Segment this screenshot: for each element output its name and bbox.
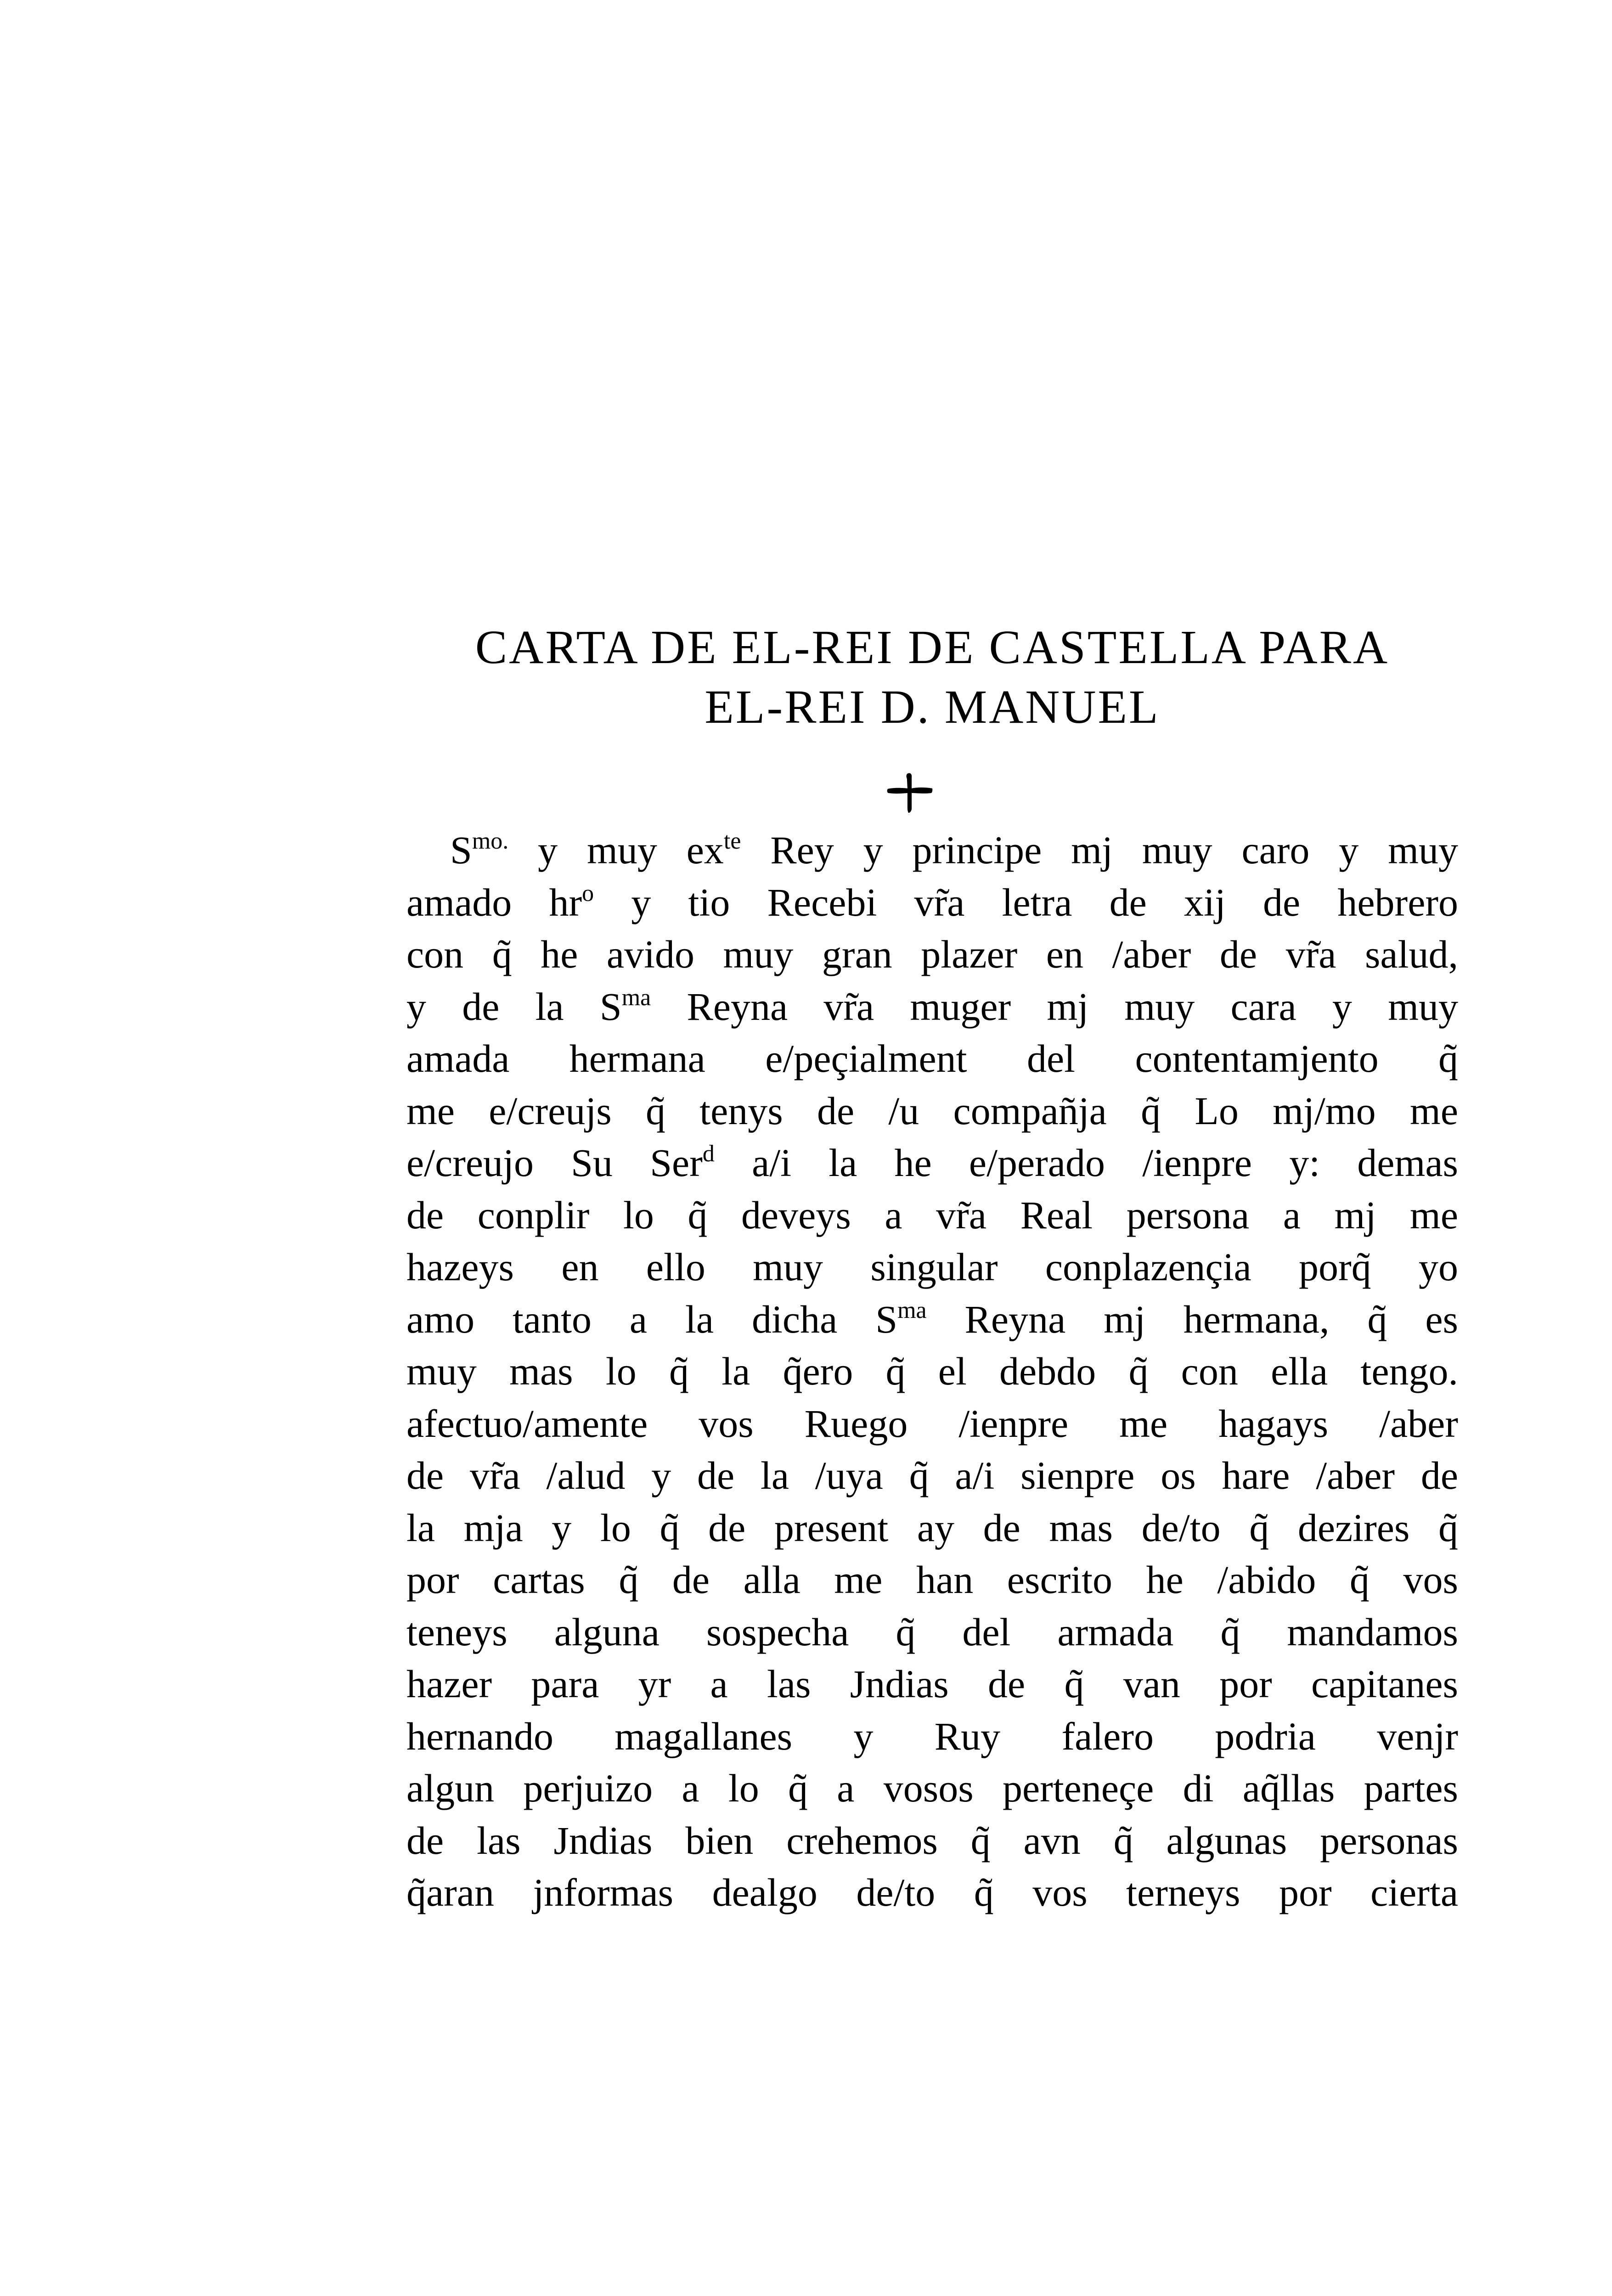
text-line xyxy=(406,1398,1458,1450)
text-line xyxy=(406,1345,1458,1398)
text-line xyxy=(406,1294,1458,1346)
letter-title xyxy=(406,618,1458,737)
text-line xyxy=(406,1867,1458,1919)
text-segment: de las Jndias bien crehemos q̃ avn q̃ algunas personas xyxy=(406,1818,1458,1863)
text-line xyxy=(406,1085,1458,1137)
text-line xyxy=(406,1554,1458,1606)
text-line xyxy=(406,1241,1458,1294)
abbreviation-superscript: o xyxy=(582,880,594,906)
text-segment: hazer para yr a las Jndias de q̃ van por capitanes xyxy=(406,1662,1458,1706)
text-segment: y de la S xyxy=(406,984,622,1029)
text-line xyxy=(406,1606,1458,1659)
text-line xyxy=(406,1711,1458,1763)
text-segment: hernando magallanes y Ruy falero podria venjr xyxy=(406,1714,1458,1758)
title-line-2: EL-REI D. MANUEL xyxy=(705,681,1160,733)
text-line xyxy=(406,1502,1458,1554)
text-line xyxy=(406,929,1458,981)
letter-body xyxy=(406,824,1458,1919)
text-segment: teneys alguna sospecha q̃ del armada q̃ mandamos xyxy=(406,1609,1458,1654)
text-line xyxy=(406,1189,1458,1242)
abbreviation-superscript: mo. xyxy=(472,828,509,854)
text-segment: S xyxy=(450,828,472,872)
text-segment: la mja y lo q̃ de present ay de mas de/to q̃ dezires q̃ xyxy=(406,1505,1458,1550)
text-segment: amo tanto a la dicha S xyxy=(406,1297,898,1341)
text-segment: amada hermana e/peçialment del contentamjento q̃ xyxy=(406,1036,1458,1080)
text-segment: amado hr xyxy=(406,880,582,924)
abbreviation-superscript: te xyxy=(723,828,741,854)
text-segment: por cartas q̃ de alla me han escrito he /abido q̃ vos xyxy=(406,1558,1458,1602)
abbreviation-superscript: ma xyxy=(621,984,651,1011)
text-segment: y tio Recebi vr̃a letra de xij de hebrero xyxy=(594,880,1459,924)
text-segment: e/creujo Su Ser xyxy=(406,1141,703,1185)
text-segment: q̃aran jnformas dealgo de/to q̃ vos terneys por cierta xyxy=(406,1870,1458,1914)
text-segment: afectuo/amente vos Ruego /ienpre me hagays /aber xyxy=(406,1401,1458,1446)
text-segment: a/i la he e/perado /ienpre y: demas xyxy=(714,1141,1459,1185)
text-line xyxy=(406,1137,1458,1189)
text-segment: y muy ex xyxy=(508,828,724,872)
text-line xyxy=(406,1033,1458,1085)
text-segment: de vr̃a /alud y de la /uya q̃ a/i sienpre os hare /aber de xyxy=(406,1453,1458,1497)
text-line xyxy=(406,1658,1458,1711)
cross-icon xyxy=(886,771,933,814)
text-line xyxy=(406,981,1458,1033)
text-segment: de conplir lo q̃ deveys a vr̃a Real persona a mj me xyxy=(406,1193,1458,1237)
text-segment: Reyna mj hermana, q̃ es xyxy=(926,1297,1458,1341)
text-line xyxy=(406,877,1458,929)
text-segment: algun perjuizo a lo q̃ a vosos perteneçe di aq̃llas partes xyxy=(406,1766,1458,1810)
text-segment: Reyna vr̃a muger mj muy cara y muy xyxy=(651,984,1458,1029)
title-line-1: CARTA DE EL-REI DE CASTELLA PARA xyxy=(475,621,1390,674)
text-line xyxy=(406,824,1458,877)
text-segment: me e/creujs q̃ tenys de /u compañja q̃ Lo mj/mo me xyxy=(406,1088,1458,1133)
abbreviation-superscript: ma xyxy=(897,1297,927,1323)
text-segment: con q̃ he avido muy gran plazer en /aber de vr̃a salud, xyxy=(406,932,1458,976)
text-line xyxy=(406,1815,1458,1867)
text-segment: muy mas lo q̃ la q̃ero q̃ el debdo q̃ con ella tengo. xyxy=(406,1349,1458,1393)
text-segment: hazeys en ello muy singular conplazençia porq̃ yo xyxy=(406,1245,1458,1289)
text-line xyxy=(406,1762,1458,1815)
abbreviation-superscript: d xyxy=(702,1141,715,1167)
text-segment: Rey y principe mj muy caro y muy xyxy=(741,828,1458,872)
text-line xyxy=(406,1450,1458,1502)
